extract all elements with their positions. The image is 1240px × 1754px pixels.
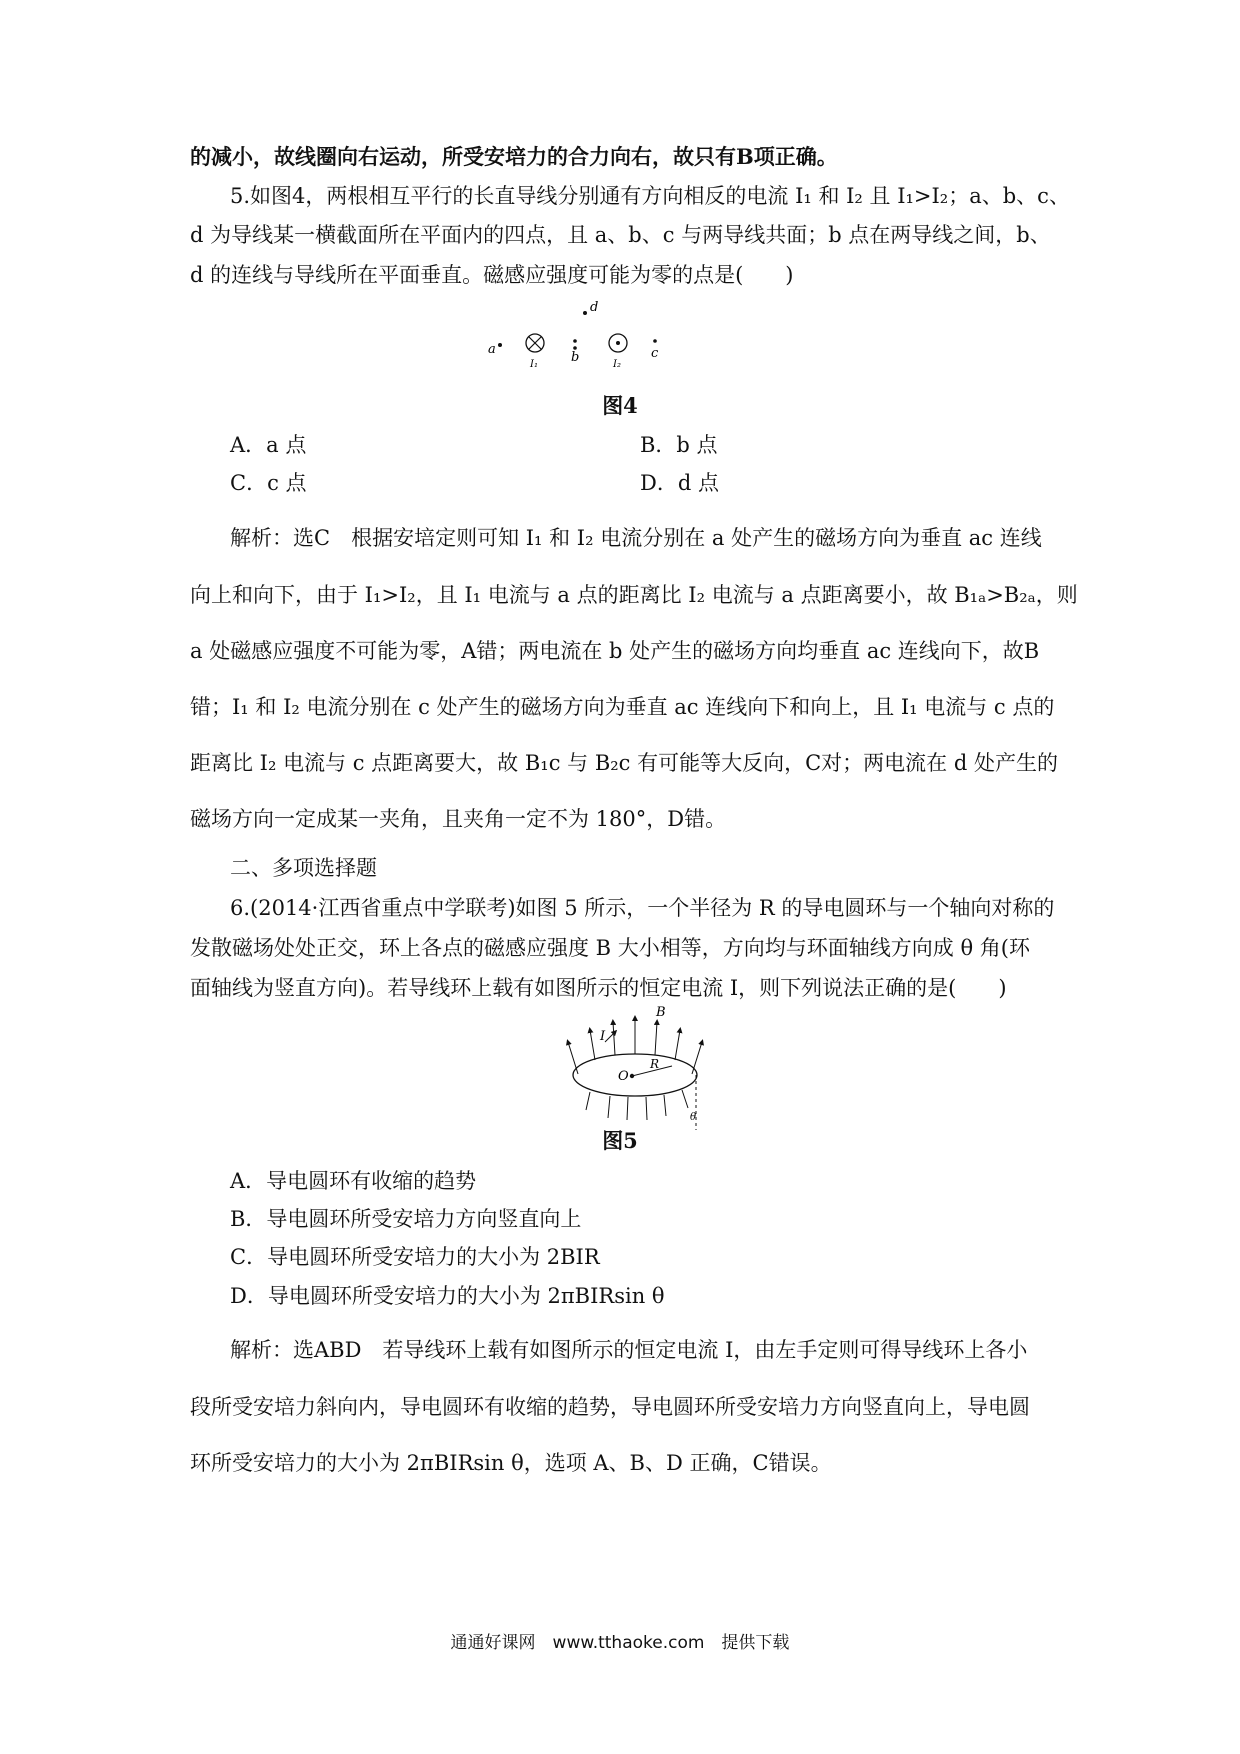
q5-choice-b: B．b 点 — [640, 433, 718, 457]
label-center: O — [618, 1069, 629, 1084]
question-5-text: d 的连线与导线所在平面垂直。磁感应强度可能为零的点是( ) — [190, 263, 794, 287]
figure-5-caption: 图5 — [602, 1128, 638, 1153]
question-5-text: d 为导线某一横截面所在平面内的四点，且 a、b、c 与两导线共面；b 点在两导线之间，b、 — [190, 223, 1051, 247]
label-radius: R — [650, 1057, 660, 1071]
label-theta: θ — [690, 1112, 697, 1123]
question-6-text: 面轴线为竖直方向)。若导线环上载有如图所示的恒定电流 I，则下列说法正确的是( ) — [190, 976, 1007, 1000]
figure-5 — [560, 1000, 720, 1130]
label-d: d — [590, 300, 599, 315]
figure-4 — [470, 295, 700, 375]
answer-5-text: 错；I₁ 和 I₂ 电流分别在 c 处产生的磁场方向为垂直 ac 连线向下和向上，且 I₁ 电流与 c 点的 — [190, 695, 1055, 719]
figure-4-caption: 图4 — [602, 393, 638, 418]
question-5-text: 5.如图4，两根相互平行的长直导线分别通有方向相反的电流 I₁ 和 I₂ 且 I₁>I₂；a、b、c、 — [230, 184, 1070, 208]
q5-choice-d: D．d 点 — [640, 471, 719, 495]
answer-6-text: 环所受安培力的大小为 2πBIRsin θ，选项 A、B、D 正确，C错误。 — [190, 1451, 832, 1475]
q5-choice-c: C．c 点 — [230, 471, 307, 495]
answer-5-text: 向上和向下，由于 I₁>I₂，且 I₁ 电流与 a 点的距离比 I₂ 电流与 a 点距离要小，故 B₁ₐ>B₂ₐ，则 — [190, 583, 1078, 607]
section-heading: 二、多项选择题 — [230, 856, 377, 880]
point-b-top — [573, 339, 577, 343]
label-b: b — [571, 350, 580, 365]
q5-choice-a: A．a 点 — [230, 433, 307, 457]
label-b-field: B — [656, 1005, 666, 1020]
point-a — [498, 343, 502, 347]
answer-5-text: 磁场方向一定成某一夹角，且夹角一定不为 180°，D错。 — [190, 807, 727, 831]
q6-choice-a: A．导电圆环有收缩的趋势 — [230, 1169, 477, 1193]
text-line: 的减小，故线圈向右运动，所受安培力的合力向右，故只有B项正确。 — [190, 144, 838, 169]
label-a: a — [488, 342, 496, 357]
answer-6-text: 解析：选ABD 若导线环上载有如图所示的恒定电流 I，由左手定则可得导线环上各小 — [230, 1338, 1028, 1362]
page-footer: 通通好课网 www.tthaoke.com 提供下载 — [450, 1633, 790, 1653]
q6-choice-d: D．导电圆环所受安培力的大小为 2πBIRsin θ — [230, 1284, 665, 1308]
label-i1: I₁ — [530, 359, 538, 370]
answer-6-text: 段所受安培力斜向内，导电圆环有收缩的趋势，导电圆环所受安培力方向竖直向上，导电圆 — [190, 1395, 1030, 1419]
q6-choice-b: B．导电圆环所受安培力方向竖直向上 — [230, 1207, 582, 1231]
label-c: c — [651, 346, 659, 361]
q6-choice-c: C．导电圆环所受安培力的大小为 2BIR — [230, 1245, 600, 1269]
answer-5-text: a 处磁感应强度不可能为零，A错；两电流在 b 处产生的磁场方向均垂直 ac 连线向下，故B — [190, 639, 1040, 663]
question-6-text: 6.(2014·江西省重点中学联考)如图 5 所示，一个半径为 R 的导电圆环与一个轴向对称的 — [230, 896, 1055, 920]
label-i2: I₂ — [613, 359, 621, 370]
question-6-text: 发散磁场处处正交，环上各点的磁感应强度 B 大小相等，方向均与环面轴线方向成 θ 角(环 — [190, 936, 1030, 960]
answer-5-text: 解析：选C 根据安培定则可知 I₁ 和 I₂ 电流分别在 a 处产生的磁场方向为垂直 ac 连线 — [230, 526, 1042, 550]
answer-5-text: 距离比 I₂ 电流与 c 点距离要大，故 B₁c 与 B₂c 有可能等大反向，C对；两电流在 d 处产生的 — [190, 751, 1058, 775]
point-d — [583, 311, 587, 315]
label-current: I — [600, 1029, 606, 1044]
point-c — [653, 339, 657, 343]
